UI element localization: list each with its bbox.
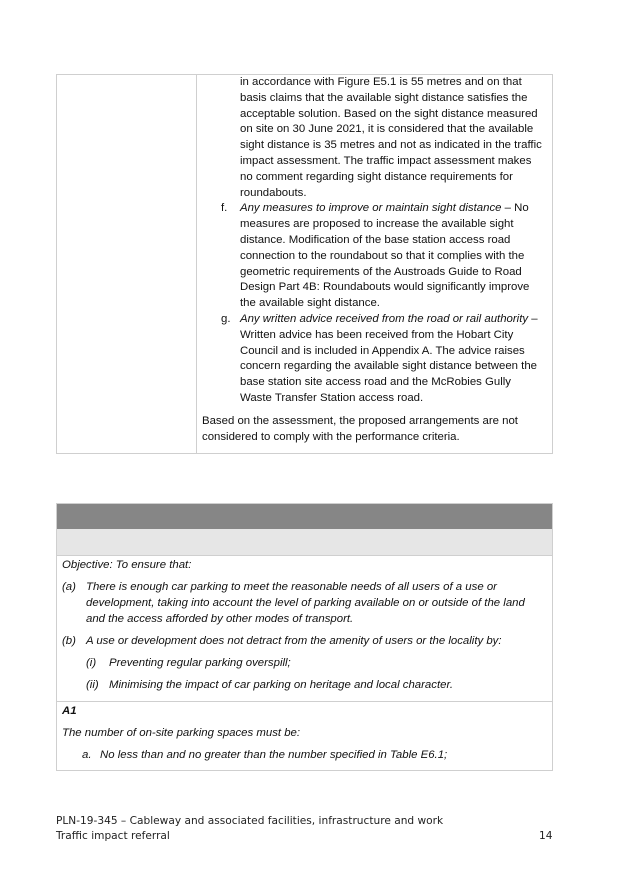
item-f-first-line [240,201,529,217]
a1-label: A1 [62,705,77,717]
item-a-line: and the access afforded by other modes of transport. [86,613,354,625]
item-bi-marker: (i) [86,657,97,669]
paragraph-line: sight distance is 35 metres and not as indicated in the traffic [240,139,542,152]
paragraph-line: in accordance with Figure E5.1 is 55 metres and on that [240,76,522,88]
conclusion-line: considered to comply with the performance criteria. [202,430,460,443]
paragraph-line: on site on 30 June 2021, it is considered that the available [240,123,534,136]
paragraph-line: geometric requirements of the Austroads Guide to Road [240,265,522,278]
objective-text: Objective: To ensure that: [62,559,192,571]
item-g-heading: Any written advice received from the road or rail authority [240,313,529,325]
item-bii-marker: (ii) [86,679,99,691]
item-f-marker: f. [221,202,228,215]
footer-document-subtitle: Traffic impact referral [56,830,170,842]
paragraph-line: roundabouts. [240,186,307,199]
paragraph-line: distance. Modification of the base station access road [240,234,511,246]
item-bii-text: Minimising the impact of car parking on heritage and local character. [109,679,453,691]
assessment-left-column [57,75,197,453]
item-f-first-line-rest: – No [501,202,529,215]
paragraph-line: Council and is included in Appendix A. The advice raises [240,344,525,357]
row-divider [57,701,552,702]
footer-document-title: PLN-19-345 – Cableway and associated facilities, infrastructure and work [56,815,444,827]
item-g-first-line [240,312,538,328]
table-subheader-bar [57,529,552,556]
table-header-bar [57,504,552,529]
conclusion-line: Based on the assessment, the proposed arrangements are not [202,415,518,427]
item-g-marker: g. [221,313,231,325]
paragraph-line: Design Part 4B: Roundabouts would significantly improve [240,281,530,294]
paragraph-line: acceptable solution. Based on the sight distance measured [240,107,538,120]
paragraph-line: the available sight distance. [240,297,380,310]
item-bi-text: Preventing regular parking overspill; [109,657,291,669]
paragraph-line: basis claims that the available sight distance satisfies the [240,91,528,104]
paragraph-line: impact assessment. The traffic impact assessment makes [240,155,532,167]
item-g-first-line-rest: – [528,313,538,325]
paragraph-line: base station site access road and the McRobies Gully [240,376,511,389]
parking-table [56,503,553,771]
item-a-marker: (a) [62,581,76,593]
paragraph-line: connection to the roundabout so that it complies with the [240,249,525,262]
page-number: 14 [539,830,553,842]
a1-item-marker: a. [82,749,92,761]
item-a-line: There is enough car parking to meet the reasonable needs of all users of a use or [86,581,497,593]
paragraph-line: concern regarding the available sight distance between the [240,360,537,373]
paragraph-line: Waste Transfer Station access road. [240,392,424,404]
item-b-text: A use or development does not detract from the amenity of users or the locality by: [86,635,502,647]
item-a-line: development, taking into account the level of parking available on or outside of the land [86,597,525,609]
paragraph-line: measures are proposed to increase the available sight [240,218,514,231]
item-b-marker: (b) [62,635,76,647]
assessment-table [56,74,553,454]
paragraph-line: no comment regarding sight distance requirements for [240,170,513,183]
paragraph-line: Written advice has been received from the Hobart City [240,328,514,341]
a1-item-text: No less than and no greater than the number specified in Table E6.1; [100,749,448,761]
item-f-heading: Any measures to improve or maintain sight distance [240,202,502,215]
a1-text: The number of on-site parking spaces must be: [62,727,301,739]
